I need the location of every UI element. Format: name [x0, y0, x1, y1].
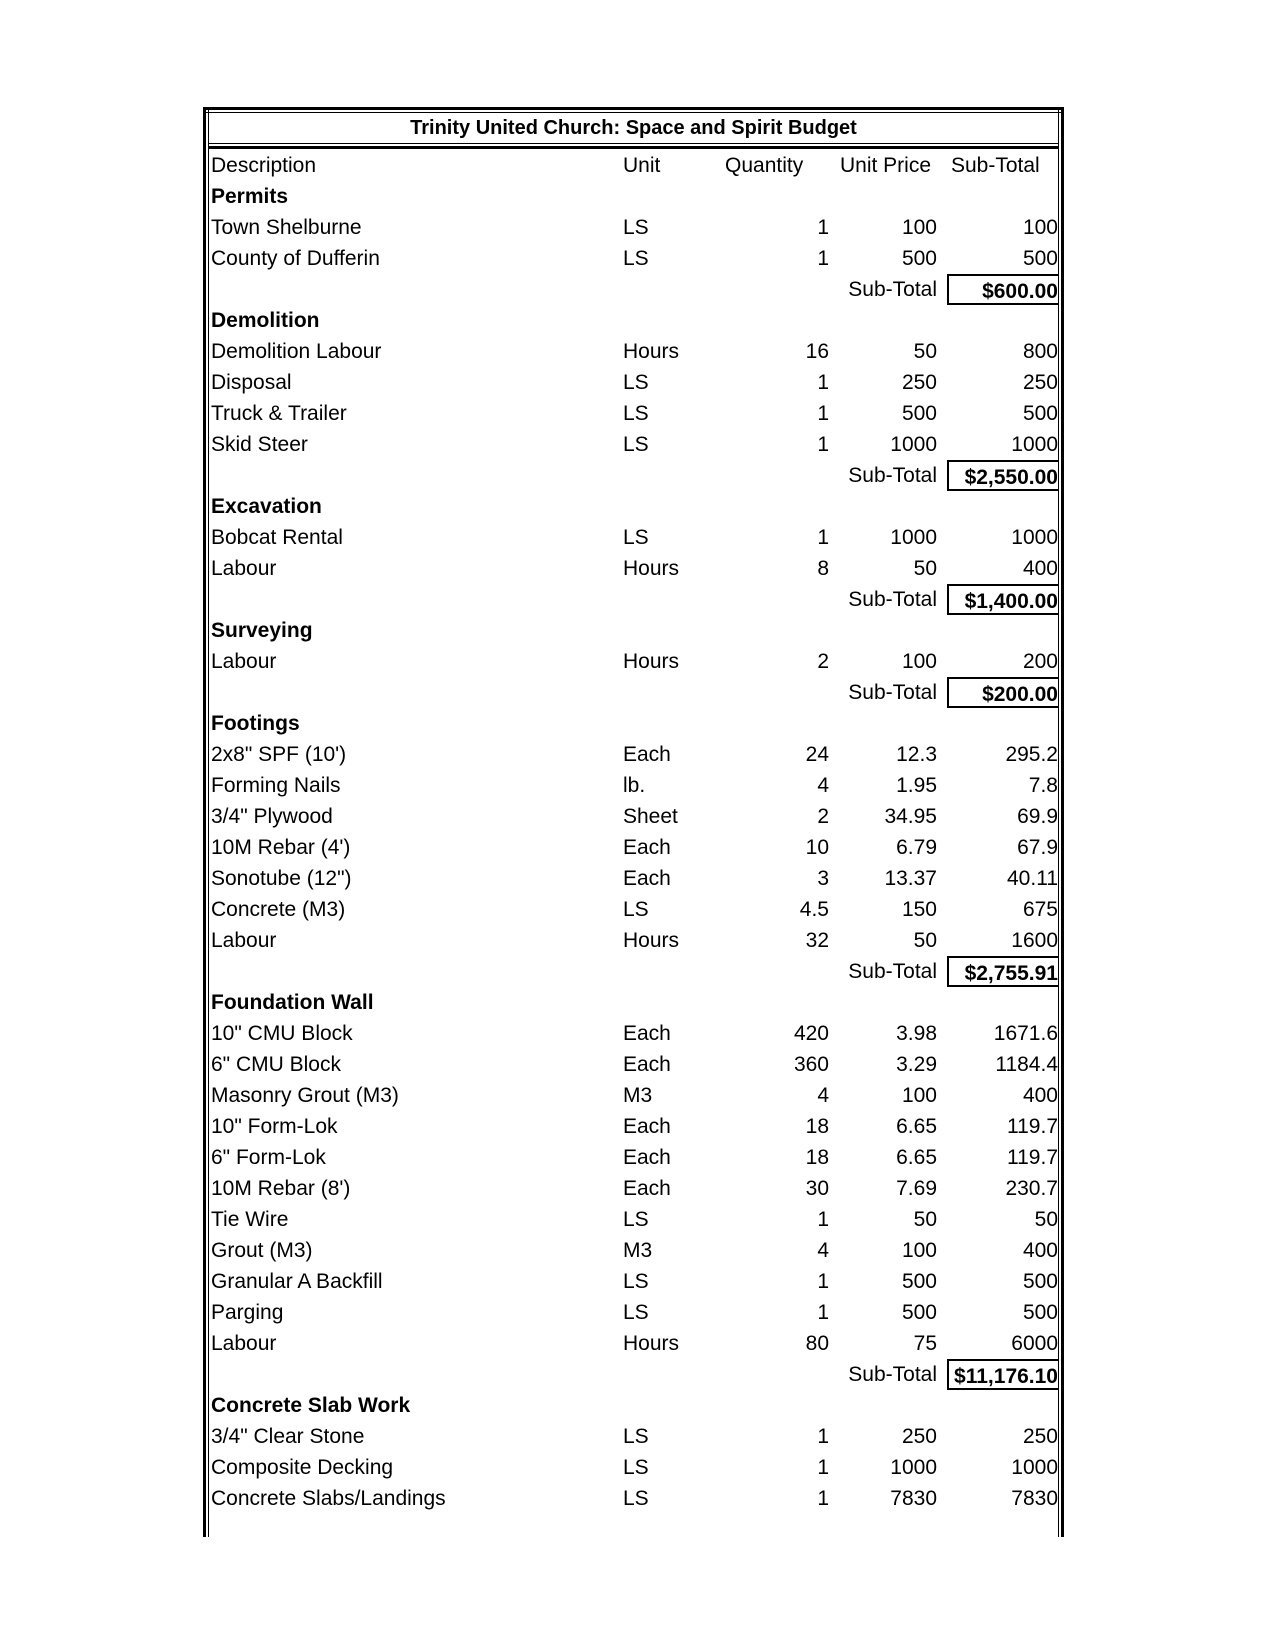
table-row — [211, 1049, 1058, 1080]
item-subtotal: 250 — [1022, 371, 1058, 394]
item-subtotal: 6000 — [1011, 1332, 1058, 1355]
item-subtotal: 7830 — [1011, 1487, 1058, 1510]
section-title: Demolition — [211, 309, 320, 332]
table-row — [211, 739, 1058, 770]
section-subtotal-row — [211, 956, 1058, 987]
item-quantity: 8 — [817, 557, 829, 580]
item-quantity: 1 — [817, 1301, 829, 1324]
section-title: Permits — [211, 185, 289, 208]
item-unit: LS — [623, 1456, 649, 1479]
item-unit-price: 250 — [901, 1425, 937, 1448]
table-row — [211, 770, 1058, 801]
item-unit: Each — [623, 836, 671, 859]
header-subtotal: Sub-Total — [951, 154, 1040, 177]
item-quantity: 16 — [805, 340, 829, 363]
table-row — [211, 522, 1058, 553]
table-row — [211, 801, 1058, 832]
section-heading — [211, 708, 1058, 739]
item-description: Concrete (M3) — [211, 898, 346, 921]
item-quantity: 24 — [805, 743, 829, 766]
item-unit: Hours — [623, 340, 680, 363]
header-description: Description — [211, 154, 317, 177]
table-row — [211, 1328, 1058, 1359]
item-subtotal: 1000 — [1011, 1456, 1058, 1479]
table-row — [211, 1421, 1058, 1452]
item-unit: M3 — [623, 1084, 653, 1107]
item-quantity: 1 — [817, 371, 829, 394]
item-subtotal: 40.11 — [1007, 867, 1058, 890]
item-unit-price: 13.37 — [884, 867, 937, 890]
item-description: Town Shelburne — [211, 216, 362, 239]
item-description: Parging — [211, 1301, 284, 1324]
item-unit-price: 6.65 — [896, 1115, 937, 1138]
item-unit: LS — [623, 1301, 649, 1324]
item-subtotal: 1000 — [1011, 433, 1058, 456]
item-unit-price: 100 — [901, 1084, 937, 1107]
section-subtotal-row — [211, 584, 1058, 615]
item-unit: LS — [623, 1487, 649, 1510]
item-unit: Hours — [623, 557, 680, 580]
section-subtotal-row — [211, 1359, 1058, 1390]
subtotal-label: Sub-Total — [848, 278, 937, 301]
header-unit: Unit — [623, 154, 661, 177]
section-title: Concrete Slab Work — [211, 1394, 411, 1417]
table-row — [211, 212, 1058, 243]
item-unit-price: 250 — [901, 371, 937, 394]
table-row — [211, 1452, 1058, 1483]
item-description: Labour — [211, 650, 277, 673]
item-description: 10" Form-Lok — [211, 1115, 338, 1138]
item-unit-price: 100 — [901, 650, 937, 673]
item-description: 2x8" SPF (10') — [211, 743, 347, 766]
item-description: Demolition Labour — [211, 340, 382, 363]
item-subtotal: 1000 — [1011, 526, 1058, 549]
item-subtotal: 230.7 — [1005, 1177, 1058, 1200]
section-heading — [211, 1390, 1058, 1421]
item-description: Sonotube (12") — [211, 867, 352, 890]
item-unit: Each — [623, 1053, 671, 1076]
item-unit: Each — [623, 1115, 671, 1138]
table-row — [211, 367, 1058, 398]
sheet-left-border — [203, 107, 209, 1537]
table-row — [211, 336, 1058, 367]
item-unit-price: 50 — [913, 557, 937, 580]
item-quantity: 1 — [817, 526, 829, 549]
item-unit: LS — [623, 433, 649, 456]
section-total-box: $600.00 — [947, 274, 1058, 305]
item-description: 3/4" Plywood — [211, 805, 333, 828]
table-row — [211, 1235, 1058, 1266]
item-subtotal: 50 — [1034, 1208, 1058, 1231]
item-subtotal: 400 — [1022, 557, 1058, 580]
item-unit: LS — [623, 1208, 649, 1231]
table-row — [211, 894, 1058, 925]
item-subtotal: 400 — [1022, 1084, 1058, 1107]
table-row — [211, 832, 1058, 863]
item-quantity: 30 — [805, 1177, 829, 1200]
item-quantity: 10 — [805, 836, 829, 859]
item-unit: Each — [623, 1022, 671, 1045]
item-unit-price: 7830 — [890, 1487, 937, 1510]
budget-sheet — [203, 107, 1064, 1537]
item-unit: Hours — [623, 1332, 680, 1355]
item-description: Masonry Grout (M3) — [211, 1084, 399, 1107]
item-unit: Each — [623, 1177, 671, 1200]
table-row — [211, 1173, 1058, 1204]
item-unit-price: 1000 — [890, 526, 937, 549]
table-row — [211, 1483, 1058, 1514]
section-total-box: $11,176.10 — [947, 1359, 1058, 1390]
item-unit: LS — [623, 216, 649, 239]
table-row — [211, 1142, 1058, 1173]
subtotal-label: Sub-Total — [848, 588, 937, 611]
item-description: Labour — [211, 929, 277, 952]
item-quantity: 4 — [817, 1239, 829, 1262]
item-description: Forming Nails — [211, 774, 341, 797]
section-subtotal-row — [211, 677, 1058, 708]
item-quantity: 4 — [817, 774, 829, 797]
item-description: 3/4" Clear Stone — [211, 1425, 365, 1448]
table-row — [211, 429, 1058, 460]
budget-rows — [211, 150, 1058, 1514]
item-quantity: 1 — [817, 1270, 829, 1293]
sheet-right-border — [1058, 107, 1064, 1537]
header-row — [211, 150, 1058, 181]
item-subtotal: 295.2 — [1005, 743, 1058, 766]
item-quantity: 3 — [817, 867, 829, 890]
item-unit-price: 12.3 — [896, 743, 937, 766]
item-quantity: 420 — [793, 1022, 829, 1045]
item-unit: LS — [623, 402, 649, 425]
item-unit-price: 1000 — [890, 433, 937, 456]
item-unit-price: 150 — [901, 898, 937, 921]
subtotal-label: Sub-Total — [848, 464, 937, 487]
item-quantity: 1 — [817, 216, 829, 239]
item-quantity: 1 — [817, 1425, 829, 1448]
section-subtotal-row — [211, 274, 1058, 305]
item-description: 10" CMU Block — [211, 1022, 353, 1045]
item-unit-price: 6.65 — [896, 1146, 937, 1169]
item-subtotal: 1600 — [1011, 929, 1058, 952]
item-quantity: 1 — [817, 1208, 829, 1231]
section-subtotal-row — [211, 460, 1058, 491]
item-description: 10M Rebar (4') — [211, 836, 351, 859]
item-subtotal: 119.7 — [1007, 1146, 1058, 1169]
item-unit-price: 100 — [901, 1239, 937, 1262]
item-unit: LS — [623, 371, 649, 394]
item-unit: Each — [623, 867, 671, 890]
item-subtotal: 500 — [1022, 1301, 1058, 1324]
item-subtotal: 119.7 — [1007, 1115, 1058, 1138]
item-quantity: 1 — [817, 433, 829, 456]
item-quantity: 1 — [817, 402, 829, 425]
item-unit: M3 — [623, 1239, 653, 1262]
section-total-box: $2,550.00 — [947, 460, 1058, 491]
item-subtotal: 500 — [1022, 1270, 1058, 1293]
item-quantity: 1 — [817, 247, 829, 270]
item-description: Grout (M3) — [211, 1239, 313, 1262]
table-row — [211, 1080, 1058, 1111]
item-unit: Hours — [623, 929, 680, 952]
item-subtotal: 67.9 — [1017, 836, 1058, 859]
item-quantity: 360 — [793, 1053, 829, 1076]
table-row — [211, 646, 1058, 677]
item-description: Skid Steer — [211, 433, 308, 456]
item-unit: Each — [623, 1146, 671, 1169]
table-row — [211, 863, 1058, 894]
item-description: County of Dufferin — [211, 247, 380, 270]
table-row — [211, 1297, 1058, 1328]
item-unit-price: 100 — [901, 216, 937, 239]
item-unit: LS — [623, 898, 649, 921]
section-total-box: $200.00 — [947, 677, 1058, 708]
item-quantity: 2 — [817, 805, 829, 828]
item-subtotal: 69.9 — [1017, 805, 1058, 828]
item-subtotal: 400 — [1022, 1239, 1058, 1262]
item-unit-price: 50 — [913, 1208, 937, 1231]
section-heading — [211, 615, 1058, 646]
item-unit-price: 3.98 — [896, 1022, 937, 1045]
item-unit: Hours — [623, 650, 680, 673]
section-title: Foundation Wall — [211, 991, 374, 1014]
item-description: 6" CMU Block — [211, 1053, 341, 1076]
item-unit-price: 50 — [913, 340, 937, 363]
item-unit: LS — [623, 1270, 649, 1293]
section-total-box: $1,400.00 — [947, 584, 1058, 615]
item-quantity: 4 — [817, 1084, 829, 1107]
item-subtotal: 100 — [1022, 216, 1058, 239]
item-unit-price: 3.29 — [896, 1053, 937, 1076]
item-subtotal: 1184.4 — [995, 1053, 1058, 1076]
item-subtotal: 500 — [1022, 247, 1058, 270]
section-heading — [211, 987, 1058, 1018]
item-quantity: 18 — [805, 1146, 829, 1169]
item-description: Granular A Backfill — [211, 1270, 383, 1293]
item-unit-price: 500 — [901, 1270, 937, 1293]
item-subtotal: 800 — [1022, 340, 1058, 363]
item-unit-price: 6.79 — [896, 836, 937, 859]
item-unit-price: 500 — [901, 1301, 937, 1324]
table-row — [211, 1018, 1058, 1049]
title-divider — [209, 143, 1058, 149]
item-subtotal: 500 — [1022, 402, 1058, 425]
item-unit: Sheet — [623, 805, 678, 828]
table-row — [211, 398, 1058, 429]
item-unit-price: 75 — [913, 1332, 937, 1355]
item-description: Disposal — [211, 371, 292, 394]
item-quantity: 1 — [817, 1456, 829, 1479]
item-description: Truck & Trailer — [211, 402, 347, 425]
section-heading — [211, 305, 1058, 336]
table-row — [211, 553, 1058, 584]
item-description: Labour — [211, 557, 277, 580]
item-unit-price: 34.95 — [884, 805, 937, 828]
item-description: Tie Wire — [211, 1208, 289, 1231]
item-unit: LS — [623, 247, 649, 270]
item-quantity: 1 — [817, 1487, 829, 1510]
item-subtotal: 675 — [1022, 898, 1058, 921]
item-subtotal: 250 — [1022, 1425, 1058, 1448]
section-title: Excavation — [211, 495, 322, 518]
item-quantity: 18 — [805, 1115, 829, 1138]
item-unit-price: 50 — [913, 929, 937, 952]
item-unit-price: 500 — [901, 402, 937, 425]
table-row — [211, 1111, 1058, 1142]
table-row — [211, 925, 1058, 956]
item-description: 6" Form-Lok — [211, 1146, 326, 1169]
item-unit: Each — [623, 743, 671, 766]
subtotal-label: Sub-Total — [848, 681, 937, 704]
item-unit: LS — [623, 526, 649, 549]
item-quantity: 4.5 — [799, 898, 829, 921]
item-unit: lb. — [623, 774, 646, 797]
item-description: 10M Rebar (8') — [211, 1177, 351, 1200]
item-unit: LS — [623, 1425, 649, 1448]
header-unit-price: Unit Price — [840, 154, 932, 177]
section-total-box: $2,755.91 — [947, 956, 1058, 987]
item-subtotal: 7.8 — [1028, 774, 1058, 797]
item-subtotal: 1671.6 — [993, 1022, 1058, 1045]
item-description: Composite Decking — [211, 1456, 394, 1479]
header-quantity: Quantity — [725, 154, 804, 177]
item-unit-price: 500 — [901, 247, 937, 270]
section-heading — [211, 181, 1058, 212]
item-unit-price: 1.95 — [896, 774, 937, 797]
item-description: Labour — [211, 1332, 277, 1355]
item-quantity: 32 — [805, 929, 829, 952]
item-description: Bobcat Rental — [211, 526, 343, 549]
item-subtotal: 200 — [1022, 650, 1058, 673]
sheet-title: Trinity United Church: Space and Spirit Budget — [410, 117, 857, 139]
subtotal-label: Sub-Total — [848, 1363, 937, 1386]
item-quantity: 2 — [817, 650, 829, 673]
item-quantity: 80 — [805, 1332, 829, 1355]
table-row — [211, 1204, 1058, 1235]
subtotal-label: Sub-Total — [848, 960, 937, 983]
section-title: Surveying — [211, 619, 313, 642]
item-description: Concrete Slabs/Landings — [211, 1487, 446, 1510]
table-row — [211, 243, 1058, 274]
item-unit-price: 1000 — [890, 1456, 937, 1479]
table-row — [211, 1266, 1058, 1297]
section-title: Footings — [211, 712, 300, 735]
item-unit-price: 7.69 — [896, 1177, 937, 1200]
section-heading — [211, 491, 1058, 522]
